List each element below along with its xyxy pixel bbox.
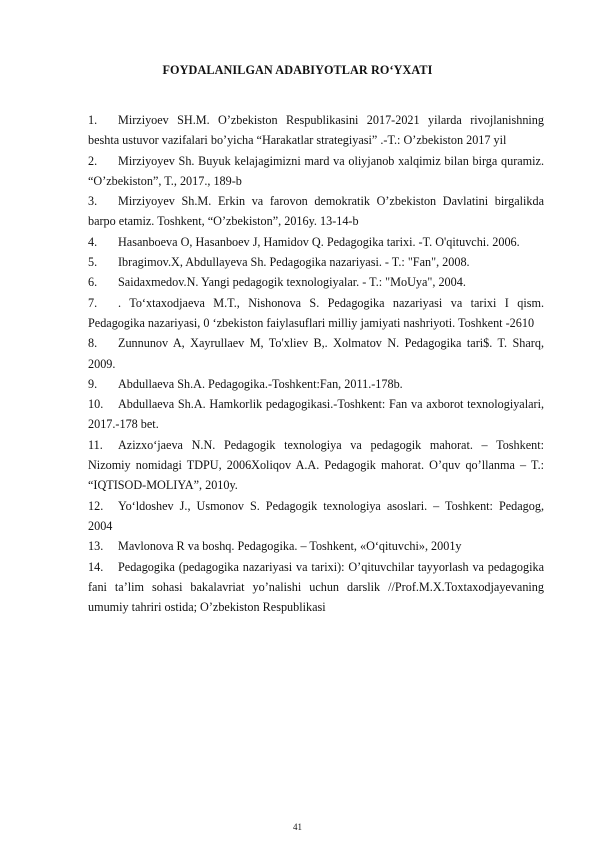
reference-text: Mirziyoyev Sh.M. Erkin va farovon demokratik O’zbekiston Davlatini birgalikda barpo etamiz. Toshkent, “O’zbekiston”, 2016y. 13-14-b	[88, 194, 544, 229]
page-number: 41	[293, 822, 302, 832]
reference-number: 5.	[88, 255, 98, 270]
reference-number: 12.	[88, 498, 104, 513]
reference-number: 9.	[88, 376, 98, 391]
reference-item	[88, 293, 544, 334]
reference-number: 3.	[88, 194, 98, 209]
reference-item	[88, 151, 544, 192]
reference-number: 14.	[88, 559, 104, 574]
reference-item	[88, 496, 544, 537]
reference-item	[88, 333, 544, 374]
reference-number: 8.	[88, 336, 98, 351]
reference-number: 10.	[88, 397, 104, 412]
reference-text: Yo‘ldoshev J., Usmonov S. Pedagogik texnologiya asoslari. – Toshkent: Pedagog, 2004	[88, 498, 544, 533]
reference-text: Saidaxmedov.N. Yangi pedagogik texnologiyalar. - T.: "MoUya", 2004.	[118, 275, 466, 290]
reference-number: 2.	[88, 153, 98, 168]
reference-text: Zunnunov A, Xayrullaev M, To'xliev B,. Xolmatov N. Pedagogika tari$. T. Sharq, 2009.	[88, 336, 544, 371]
reference-item	[88, 536, 544, 556]
reference-item	[88, 191, 544, 232]
reference-text: Abdullaeva Sh.A. Pedagogika.-Toshkent:Fan, 2011.-178b.	[118, 376, 403, 391]
reference-text: . To‘xtaxodjaeva M.T., Nishonova S. Pedagogika nazariyasi va tarixi I qism. Pedagogika nazariyasi, 0 ‘zbekiston faiylasuflari milliy jamiyati nashriyoti. Toshkent -2610	[88, 295, 544, 330]
reference-number: 7.	[88, 295, 98, 310]
reference-item	[88, 394, 544, 435]
reference-item	[88, 252, 544, 272]
reference-text: Mirziyoev SH.M. O’zbekiston Respublikasini 2017-2021 yilarda rivojlanishning beshta ustuvor vazifalari bo’yicha “Harakatlar strategiyasi” .-T.: O’zbekiston 2017 yil	[88, 113, 544, 148]
reference-number: 13.	[88, 539, 104, 554]
reference-number: 4.	[88, 234, 98, 249]
reference-text: Abdullaeva Sh.A. Hamkorlik pedagogikasi.-Toshkent: Fan va axborot texnologiyalari, 2017.-178 bet.	[88, 397, 544, 432]
reference-list	[88, 110, 544, 617]
reference-item	[88, 435, 544, 496]
reference-text: Ibragimov.X, Abdullayeva Sh. Pedagogika nazariyasi. - T.: "Fan", 2008.	[118, 255, 470, 270]
reference-text: Pedagogika (pedagogika nazariyasi va tarixi): O’qituvchilar tayyorlash va pedagogika fani ta’lim sohasi bakalavriat yo’nalishi uchun darslik //Prof.M.X.Toxtaxodjayevaning umumiy tahriri ostida; O’zbekiston Respublikasi	[88, 559, 544, 615]
reference-number: 1.	[88, 113, 98, 127]
reference-item	[88, 272, 544, 292]
reference-item	[88, 557, 544, 618]
reference-item	[88, 374, 544, 394]
reference-item	[88, 110, 544, 151]
reference-item	[88, 232, 544, 252]
reference-number: 6.	[88, 275, 98, 290]
reference-text: Hasanboeva O, Hasanboev J, Hamidov Q. Pedagogika tarixi. -T. O'qituvchi. 2006.	[118, 234, 520, 249]
reference-text: Mavlonova R va boshq. Pedagogika. – Toshkent, «O‘qituvchi», 2001y	[118, 539, 462, 554]
reference-text: Mirziyoyev Sh. Buyuk kelajagimizni mard va oliyjanob xalqimiz bilan birga quramiz. “O’zbekiston”, T., 2017., 189-b	[88, 153, 544, 188]
page-title: FOYDALANILGAN ADABIYOTLAR RO‘YXATI	[162, 63, 433, 77]
reference-text: Azizxo‘jaeva N.N. Pedagogik texnologiya va pedagogik mahorat. – Toshkent: Nizomiy nomidagi TDPU, 2006Xoliqov A.A. Pedagogik mahorat. O’quv qo’llanma – T.: “IQTISOD-MOLIYA”, 2010y.	[88, 437, 544, 493]
reference-number: 11.	[88, 437, 103, 452]
